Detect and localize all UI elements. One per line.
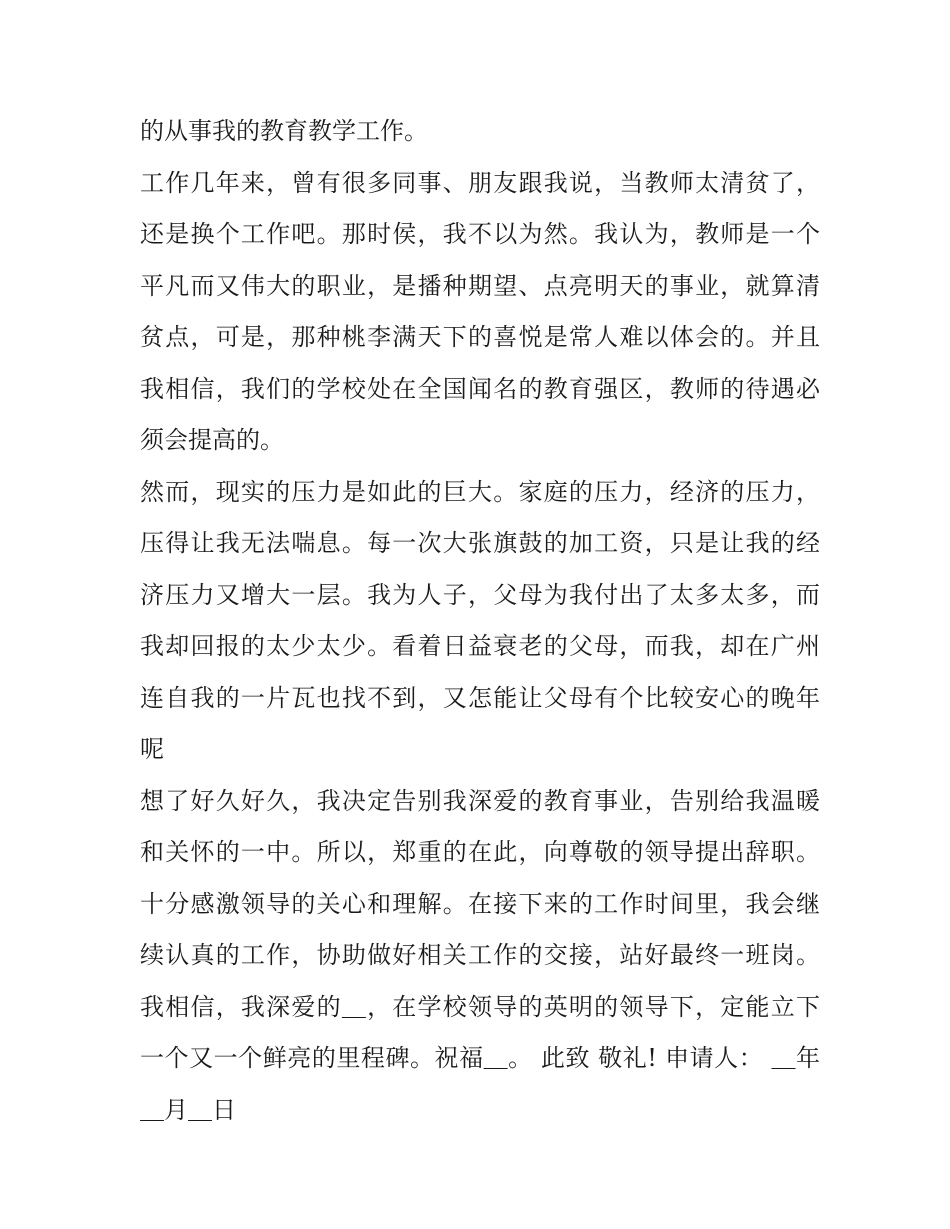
text-line-8: 然而，现实的压力是如此的巨大。家庭的压力，经济的压力， — [140, 477, 820, 506]
text-line-17: 续认真的工作，协助做好相关工作的交接，站好最终一班岗。 — [140, 941, 820, 969]
text-line-15: 和关怀的一中。所以，郑重的在此，向尊敬的领导提出辞职。 — [140, 838, 820, 866]
text-line-14: 想了好久好久，我决定告别我深爱的教育事业，告别给我温暖 — [140, 786, 820, 815]
text-line-16: 十分感激领导的关心和理解。在接下来的工作时间里，我会继 — [140, 889, 820, 918]
text-line-5: 贫点，可是，那种桃李满天下的喜悦是常人难以体会的。并且 — [140, 323, 820, 351]
text-line-20: ＿月＿日 — [140, 1095, 236, 1124]
text-line-2: 工作几年来，曾有很多同事、朋友跟我说，当教师太清贫了， — [140, 168, 820, 197]
text-line-7: 须会提高的。 — [140, 426, 284, 454]
letter-body — [140, 106, 820, 1136]
text-line-9: 压得让我无法喘息。每一次大张旗鼓的加工资，只是让我的经 — [140, 529, 820, 557]
text-line-12: 连自我的一片瓦也找不到，又怎能让父母有个比较安心的晚年 — [140, 683, 820, 712]
text-line-10: 济压力又增大一层。我为人子，父母为我付出了太多太多，而 — [140, 580, 820, 609]
text-line-4: 平凡而又伟大的职业，是播种期望、点亮明天的事业，就算清 — [140, 271, 820, 300]
text-line-13: 呢 — [140, 735, 164, 763]
text-line-11: 我却回报的太少太少。看着日益衰老的父母，而我，却在广州 — [140, 632, 820, 660]
text-line-18: 我相信，我深爱的＿，在学校领导的英明的领导下，定能立下 — [140, 992, 820, 1021]
text-line-3: 还是换个工作吧。那时侯，我不以为然。我认为，教师是一个 — [140, 220, 820, 248]
text-line-1: 的从事我的教育教学工作。 — [140, 117, 428, 145]
text-line-19: 一个又一个鲜亮的里程碑。祝福＿。 此致 敬礼! 申请人： ＿年 — [140, 1044, 820, 1072]
text-line-6: 我相信，我们的学校处在全国闻名的教育强区，教师的待遇必 — [140, 374, 820, 403]
